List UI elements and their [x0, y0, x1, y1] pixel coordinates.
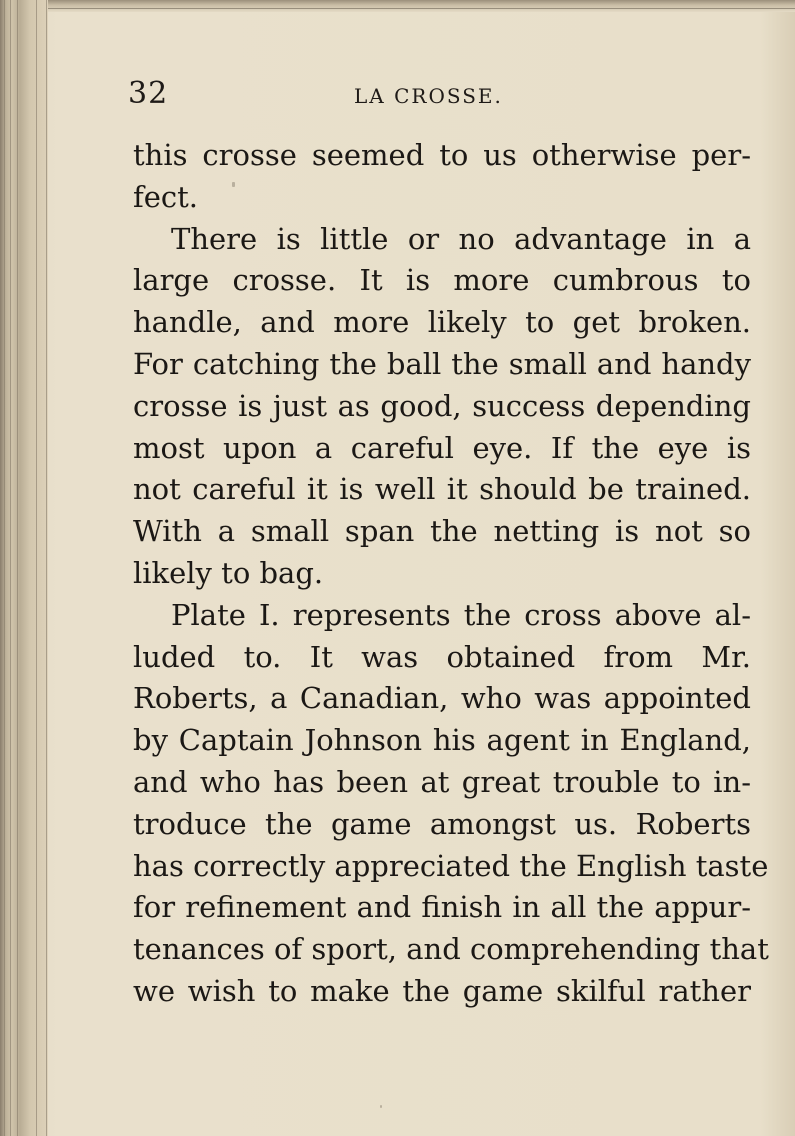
text-line: tenances of sport, and comprehending that — [133, 932, 769, 967]
text-line: we wish to make the game skilful rather — [133, 973, 751, 1008]
binding-line — [46, 0, 47, 1136]
binding-line — [36, 0, 37, 1136]
text-line: and who has been at great trouble to in- — [133, 764, 751, 799]
text-line: not careful it is well it should be trained. — [133, 472, 751, 507]
text-line: Roberts, a Canadian, who was appointed — [133, 681, 751, 716]
text-line: crosse is just as good, success depending — [133, 388, 751, 423]
text-line: There is little or no advantage in a — [171, 221, 751, 256]
text-line: this crosse seemed to us otherwise per- — [133, 138, 751, 172]
page-top-rule — [36, 8, 795, 9]
body-text — [133, 135, 769, 1013]
text-line: for refinement and finish in all the appur- — [133, 890, 751, 925]
text-line: has correctly appreciated the English taste — [133, 848, 769, 883]
page-header — [128, 76, 748, 116]
binding-line — [10, 0, 11, 1136]
page-top-edge — [0, 0, 795, 12]
text-line: by Captain Johnson his agent in England, — [133, 723, 751, 758]
text-line: With a small span the netting is not so — [133, 514, 751, 549]
binding-line — [4, 0, 5, 1136]
text-line: likely to bag. — [133, 555, 324, 590]
text-line: troduce the game amongst us. Roberts — [133, 806, 751, 841]
paper-speck — [380, 1105, 382, 1108]
running-title: LA CROSSE. — [354, 84, 503, 108]
text-line: handle, and more likely to get broken. — [133, 305, 751, 340]
text-line: large crosse. It is more cumbrous to — [133, 263, 751, 298]
binding-line — [17, 0, 18, 1136]
book-binding-edge — [0, 0, 48, 1136]
text-line: luded to. It was obtained from Mr. — [133, 639, 751, 674]
paper-speck — [232, 182, 235, 187]
text-line: most upon a careful eye. If the eye is — [133, 430, 751, 465]
page-number: 32 — [128, 76, 169, 111]
text-line: fect. — [133, 179, 199, 214]
text-line: For catching the ball the small and handy — [133, 346, 751, 381]
text-line: Plate I. represents the cross above al- — [171, 597, 751, 632]
